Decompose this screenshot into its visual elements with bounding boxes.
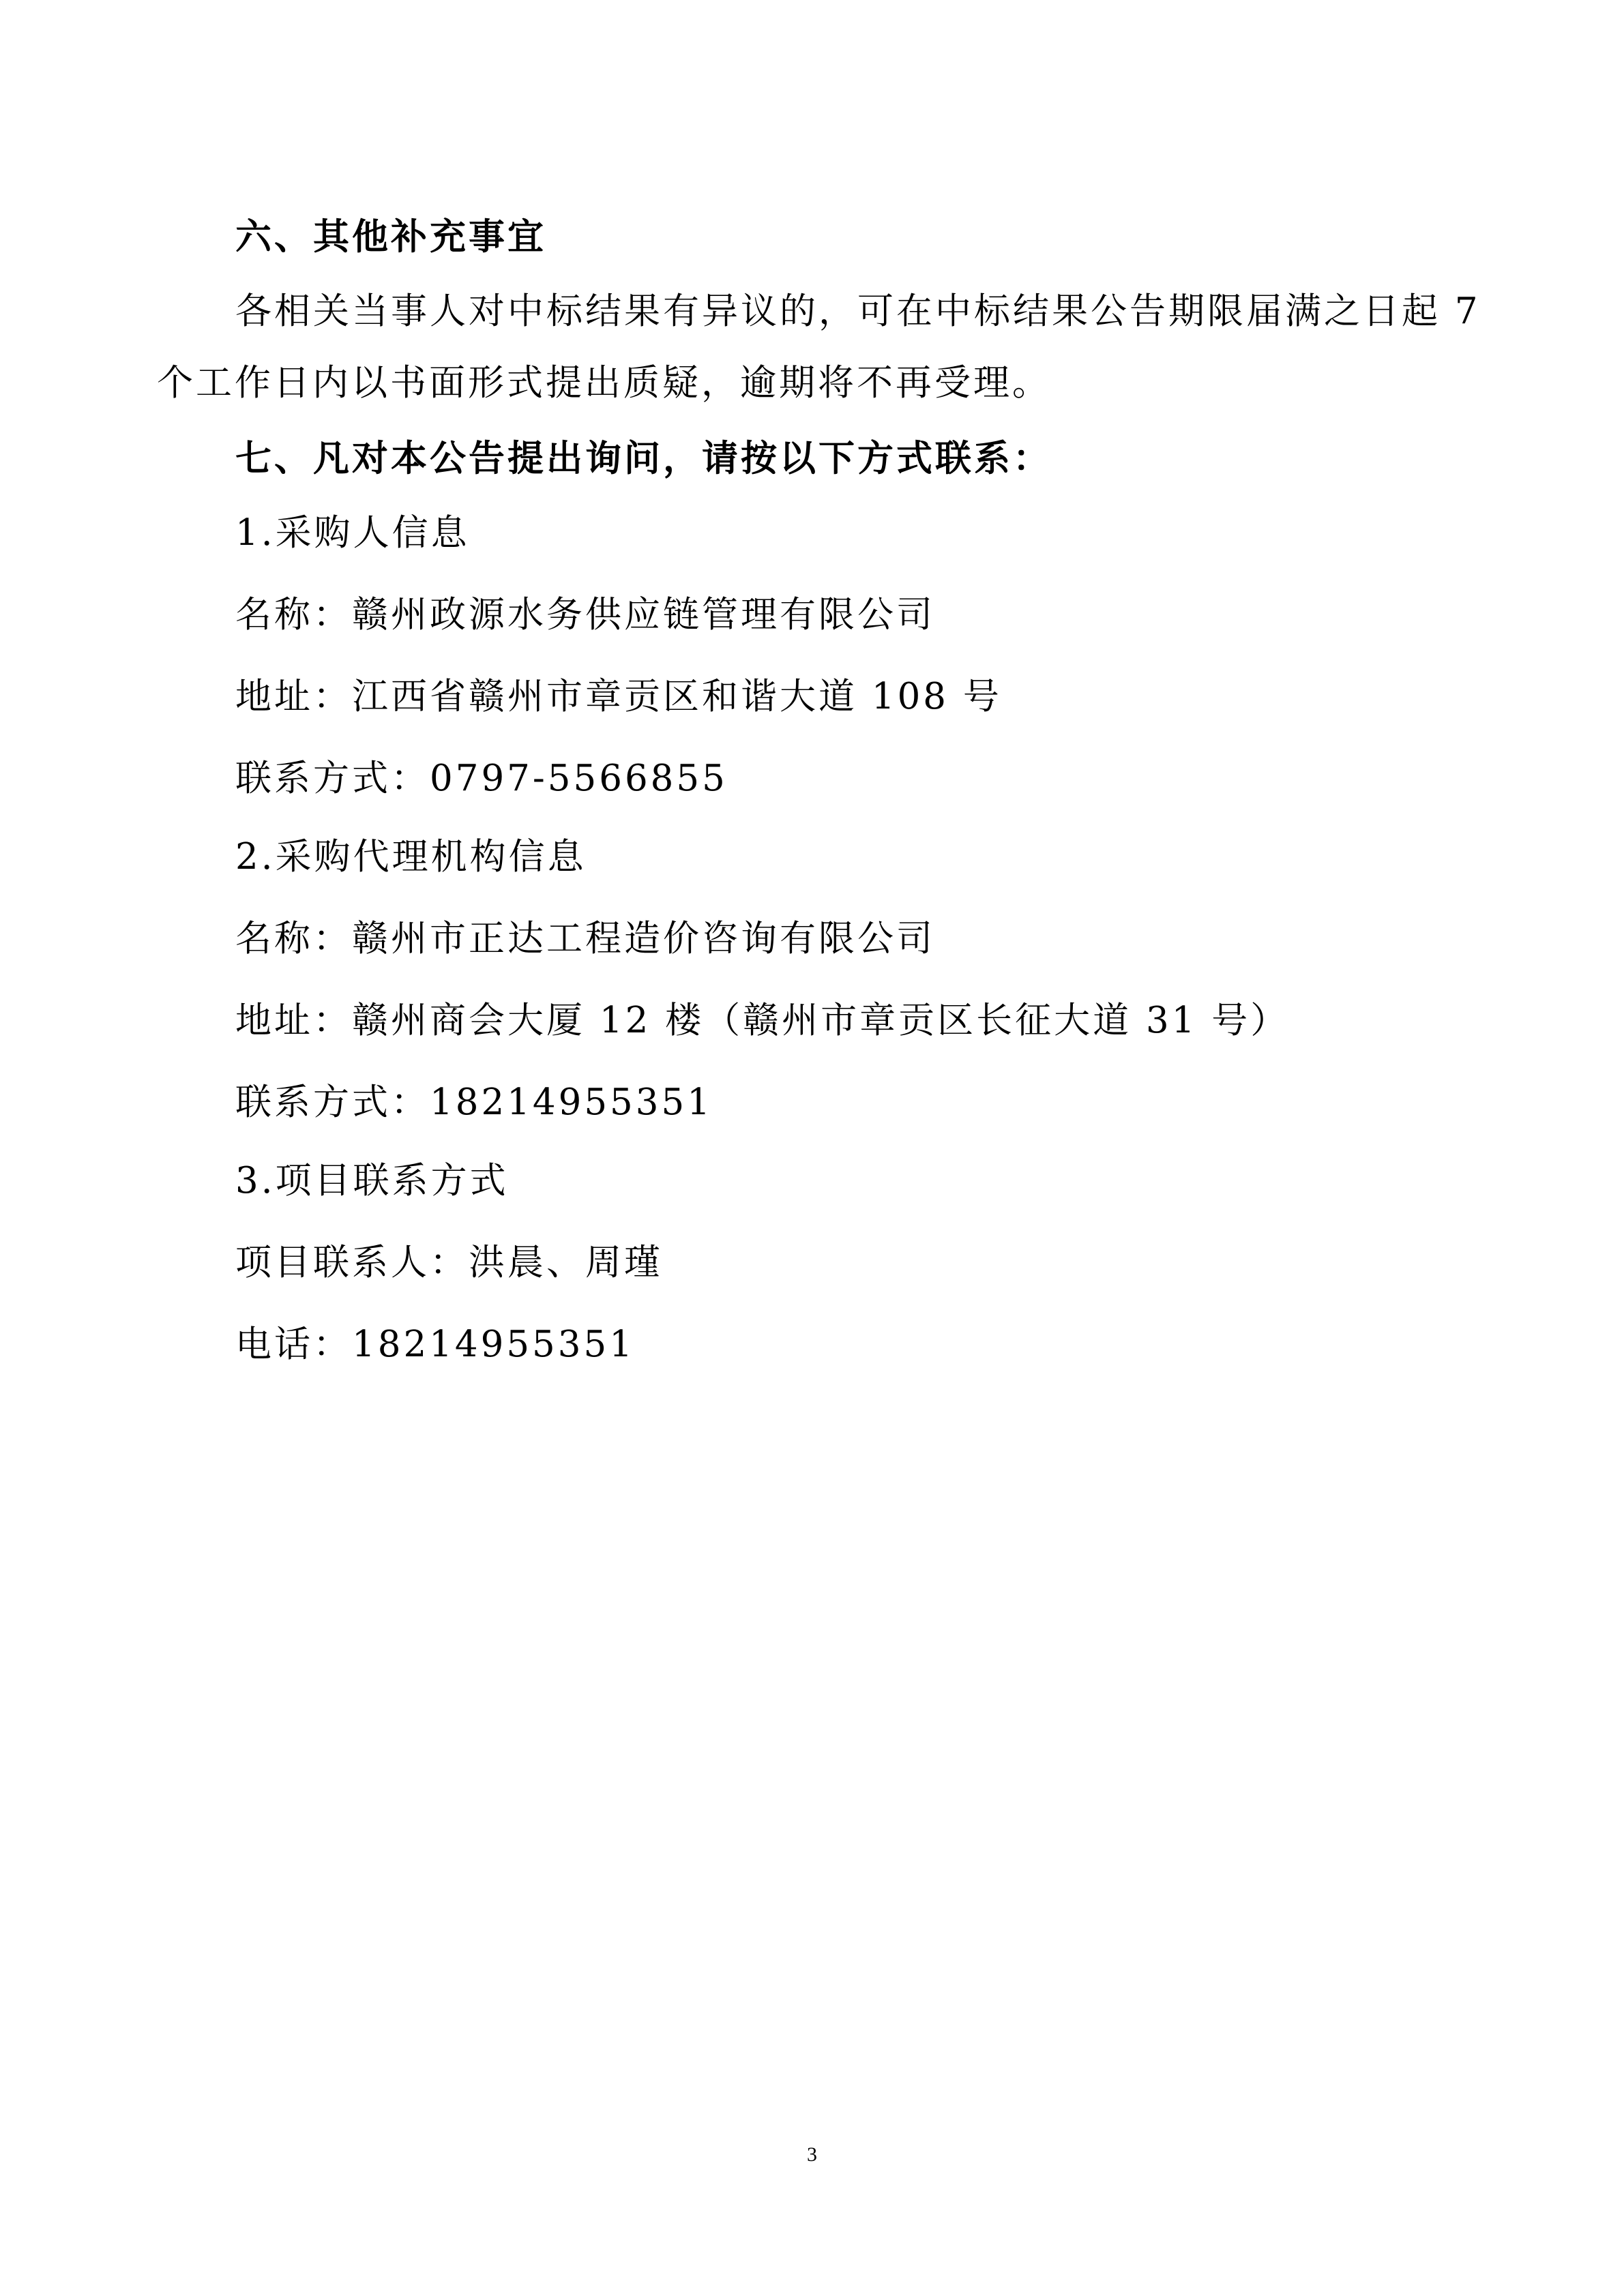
purchaser-address: 地址：江西省赣州市章贡区和谐大道 108 号 — [235, 676, 1002, 717]
purchaser-info-title: 1.采购人信息 — [235, 512, 470, 554]
agency-contact: 联系方式：18214955351 — [235, 1082, 713, 1123]
section-6-paragraph-line-1: 各相关当事人对中标结果有异议的，可在中标结果公告期限届满之日起 7 — [235, 290, 1481, 332]
purchaser-contact: 联系方式：0797-5566855 — [235, 758, 728, 799]
section-6-paragraph-line-2: 个工作日内以书面形式提出质疑，逾期将不再受理。 — [157, 362, 1051, 404]
project-phone: 电话：18214955351 — [235, 1324, 635, 1365]
project-contact-person: 项目联系人：洪晨、周瑾 — [235, 1242, 663, 1283]
agency-info-title: 2.采购代理机构信息 — [235, 836, 587, 878]
agency-address: 地址：赣州商会大厦 12 楼（赣州市章贡区长征大道 31 号） — [235, 1000, 1290, 1041]
section-7-heading: 七、凡对本公告提出询问，请按以下方式联系： — [235, 437, 1052, 479]
purchaser-name: 名称：赣州政源水务供应链管理有限公司 — [235, 594, 935, 636]
page-number: 3 — [807, 2143, 817, 2166]
section-6-heading: 六、其他补充事宜 — [235, 215, 546, 258]
agency-name: 名称：赣州市正达工程造价咨询有限公司 — [235, 918, 935, 959]
project-contact-title: 3.项目联系方式 — [235, 1160, 509, 1202]
